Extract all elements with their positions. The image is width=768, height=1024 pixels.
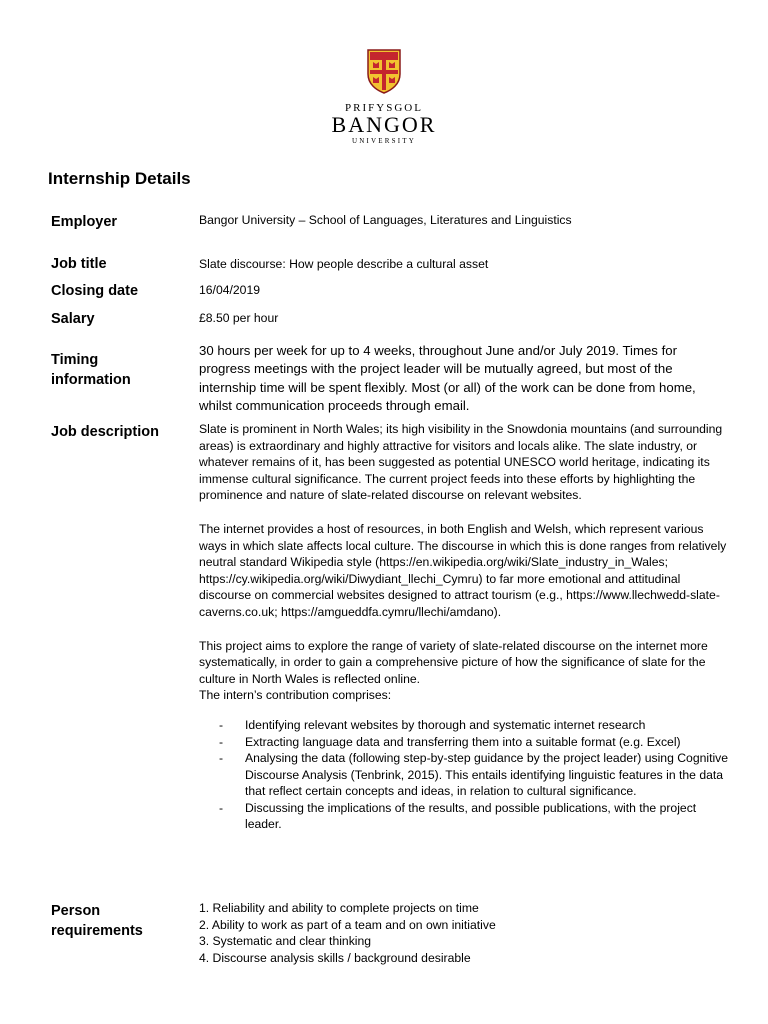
job-description-paragraph-1: Slate is prominent in North Wales; its high visibility in the Snowdonia mountains (and surrounding areas) is extraordinary and highly attractive for visitors and locals alike. The slate industry, or whatever remains of it, has been suggested as potential UNESCO world heritage, indicating its immense cultural significance. The current project feeds into these efforts by highlighting the prominence and nature of slate-related discourse on relevant websites. — [199, 422, 723, 503]
person-requirements-list — [199, 900, 729, 966]
list-item-text: Identifying relevant websites by thorough and systematic internet research — [245, 717, 646, 732]
university-logo — [324, 48, 444, 146]
person-requirements-label — [51, 901, 143, 941]
bullet-dash: - — [219, 717, 224, 732]
salary-label: Salary — [51, 311, 95, 327]
requirement-item: 4. Discourse analysis skills / background desirable — [199, 950, 471, 965]
contribution-list — [219, 717, 729, 833]
crest-icon — [366, 48, 402, 94]
employer-value: Bangor University – School of Languages, Literatures and Linguistics — [199, 213, 572, 227]
closing-date-value: 16/04/2019 — [199, 283, 260, 297]
job-description-body — [199, 421, 729, 833]
logo-line-prifysgol: PRIFYSGOL — [345, 102, 423, 114]
page-title: Internship Details — [48, 169, 191, 188]
intern-contribution-intro: The intern’s contribution comprises: — [199, 688, 392, 703]
person-requirements-label-line1: Person — [51, 903, 101, 919]
timing-label — [51, 350, 131, 390]
list-item-text: Extracting language data and transferring them into a suitable format (e.g. Excel) — [245, 734, 681, 749]
timing-label-line2: information — [51, 372, 131, 388]
closing-date-label: Closing date — [51, 283, 139, 299]
job-description-label: Job description — [51, 424, 159, 440]
job-title-value: Slate discourse: How people describe a cultural asset — [199, 257, 489, 271]
logo-line-bangor: BANGOR — [331, 112, 437, 137]
list-item — [219, 750, 729, 800]
requirement-item: 3. Systematic and clear thinking — [199, 934, 372, 949]
job-description-paragraph-3: This project aims to explore the range of variety of slate-related discourse on the internet more systematically, in order to gain a comprehensive picture of how the significance of slate for the culture in North Wales is reflected online. — [199, 638, 708, 686]
list-item — [219, 734, 729, 751]
list-item-text: Discussing the implications of the results, and possible publications, with the project leader. — [245, 800, 697, 832]
timing-value: 30 hours per week for up to 4 weeks, throughout June and/or July 2019. Times for progress meetings with the project leader will be mutually agreed, but most of the internship time will be spent flexibly. Most (or all) of the work can be done from home, whilst communication proceeds through email. — [199, 343, 696, 414]
list-item — [219, 717, 729, 734]
job-description-paragraph-2: The internet provides a host of resources, in both English and Welsh, which represent various ways in which slate affects local culture. The discourse in which this is done ranges from relatively neutral standard Wikipedia style (https://en.wikipedia.org/wiki/Slate_industry_in_Wales; https://cy.wikipedia.org/wiki/Diwydiant_llechi_Cymru) to far more emotional and attitudinal discourse on commercial websites designed to attract tourism (e.g., https://www.llechwedd-slate-caverns.co.uk; https://amgueddfa.cymru/llechi/amdano). — [199, 521, 727, 619]
requirement-item: 2. Ability to work as part of a team and on own initiative — [199, 917, 496, 932]
salary-value: £8.50 per hour — [199, 311, 279, 325]
list-item-text: Analysing the data (following step-by-step guidance by the project leader) using Cognitive Discourse Analysis (Tenbrink, 2015). This entails identifying linguistic features in the data that reflect certain concepts and ideas, in relation to cultural significance. — [245, 751, 729, 799]
bullet-dash: - — [219, 800, 224, 815]
job-title-label: Job title — [51, 256, 107, 272]
bullet-dash: - — [219, 751, 224, 766]
timing-label-line1: Timing — [51, 352, 99, 368]
logo-line-university: UNIVERSITY — [352, 137, 416, 145]
person-requirements-label-line2: requirements — [51, 923, 143, 939]
list-item — [219, 800, 729, 833]
requirement-item: 1. Reliability and ability to complete projects on time — [199, 901, 479, 915]
bullet-dash: - — [219, 734, 224, 749]
employer-label: Employer — [51, 214, 118, 230]
